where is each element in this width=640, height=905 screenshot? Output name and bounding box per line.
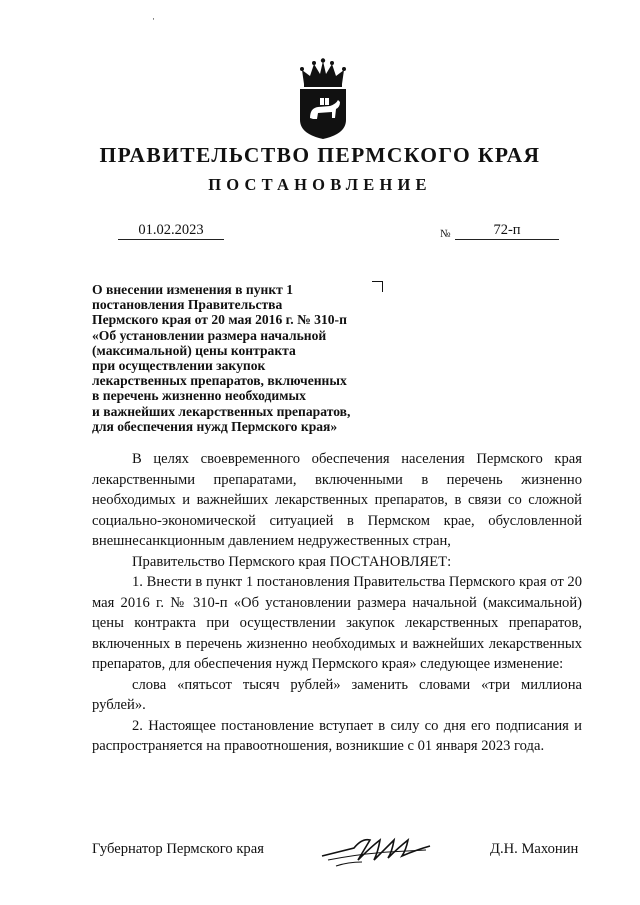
subject-line: в перечень жизненно необходимых: [92, 388, 306, 404]
body-paragraph: Правительство Пермского края ПОСТАНОВЛЯЕТ:: [132, 553, 452, 570]
body-paragraph: слова «пятьсот тысяч рублей» заменить словами «три миллиона рублей».: [92, 676, 582, 713]
subject-line: постановления Правительства: [92, 297, 283, 313]
number-label: №: [440, 228, 451, 240]
document-number: 72-п: [455, 222, 559, 240]
subject-line: для обеспечения нужд Пермского края»: [92, 418, 338, 434]
signatory-title: Губернатор Пермского края: [92, 841, 264, 857]
perm-krai-coat-of-arms-icon: [296, 58, 350, 140]
subject-line: (максимальной) цены контракта: [92, 342, 296, 358]
subject-line: О внесении изменения в пункт 1: [92, 282, 294, 297]
subject-line: «Об установлении размера начальной: [92, 327, 327, 343]
document-subject: [92, 282, 422, 434]
handwritten-signature: [318, 826, 434, 870]
body-paragraph: 1. Внести в пункт 1 постановления Правительства Пермского края от 20 мая 2016 г. № 310-п «Об установлении размера начальной (максимальной) цены контракта при осуществлении закупок лекарственных препаратов, включенных в перечень жизненно необходимых и важнейших лекарственных препаратов, для обеспечения нужд Пермского края» следующее изменение:: [92, 574, 582, 672]
subject-line: Пермского края от 20 мая 2016 г. № 310-п: [92, 312, 347, 328]
subject-line: лекарственных препаратов, включенных: [92, 373, 347, 389]
government-title: ПРАВИТЕЛЬСТВО ПЕРМСКОГО КРАЯ: [99, 143, 541, 167]
subject-line: и важнейших лекарственных препаратов,: [92, 403, 351, 419]
scan-mark: ·: [152, 14, 155, 24]
document-body: [92, 449, 582, 757]
signatory-name: Д.Н. Махонин: [490, 841, 579, 857]
document-date: 01.02.2023: [118, 222, 224, 240]
body-paragraph: 2. Настоящее постановление вступает в силу со дня его подписания и распространяется на правоотношения, возникшие с 01 января 2023 года.: [92, 717, 582, 754]
subject-line: при осуществлении закупок: [92, 358, 266, 374]
document-type: ПОСТАНОВЛЕНИЕ: [208, 175, 432, 194]
body-paragraph: В целях своевременного обеспечения населения Пермского края лекарственными препаратами, включенными в перечень жизненно необходимых и важнейших лекарственных препаратов, в связи со сложной социально-экономической ситуацией в Пермском крае, обусловленной внешнесанкционным давлением недружественных стран,: [92, 451, 582, 549]
